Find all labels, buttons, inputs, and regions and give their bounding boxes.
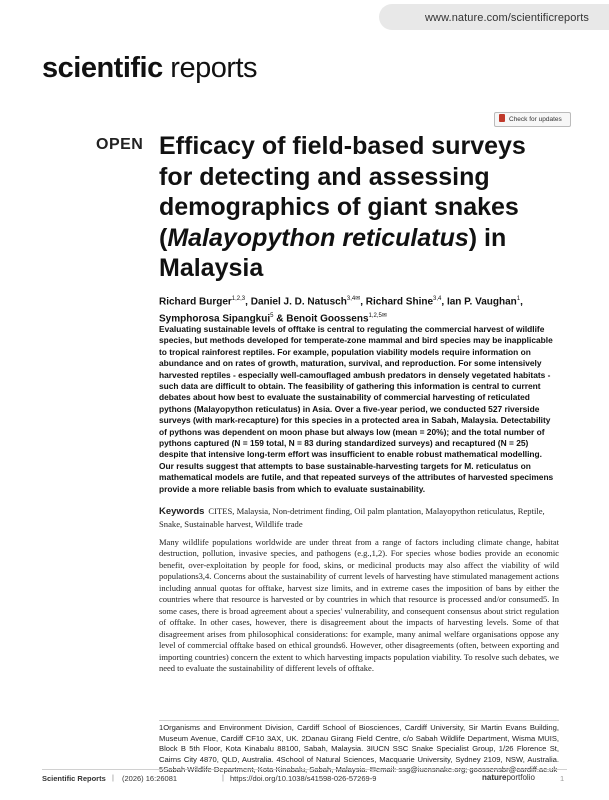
footer-separator: |	[222, 773, 224, 782]
author-name[interactable]: Benoit Goossens	[286, 313, 369, 325]
introduction-paragraph: Many wildlife populations worldwide are under threat from a range of factors including climate change, habitat destruction, pollution, invasive species, and pathogens (e.g.,1,2). For species whose bodies provide an economic benefit, over-exploitation by people for food, skins, or medicinal products may also affect the viability of wild populations3,4. Concerns about the sustainability of current levels of harvesting have stimulated management actions including annual quotas for offtake, harvest size limits, and in extreme cases the imposition of bans by either the countries where that resource is harvested or by countries in which that resource is processed and/or consumed5. In some cases, there is broad agreement about a species' vulnerability, and consequent consensus about strict regulation of offtake. In other cases, however, there is disagreement about the impacts of harvesting levels. Some of that disagreement arises from philosophical considerations: for example, many animal welfare organisations oppose any level of commercial offtake based on ethical grounds6. However, other disagreements (often, between exporting and importing countries) concern the extent to which harvesting impacts population viability. To resolve such debates, we need to evaluate the sustainability of different levels of offtake.	[159, 537, 559, 673]
title-part-1: Efficacy of field-based surveys for detecting and assessing demographics of giant snakes (	[159, 132, 526, 252]
journal-logo[interactable]	[42, 52, 257, 85]
footnote-divider	[159, 720, 559, 721]
article-title	[159, 131, 559, 284]
footer-doi-link[interactable]: https://doi.org/10.1038/s41598-026-57269-9	[230, 774, 377, 783]
affiliations-footnote: 1Organisms and Environment Division, Cardiff School of Biosciences, Cardiff University, Sir Martin Evans Building, Museum Avenue, Cardiff CF10 3AX, UK. 2Danau Girang Field Centre, c/o Sabah Wildlife Department, Wisma MUIS, Block B 5th Floor, Kota Kinabalu 88100, Sabah, Malaysia. 3IUCN SSC Snake Specialist Group, 1/26 Florence St, Cairns City 4870, QLD, Australia. 4School of Natural Sciences, Macquarie University, Sydney 2109, NSW, Australia.	[159, 723, 559, 764]
keywords-label: Keywords	[159, 506, 205, 517]
author-name[interactable]: Richard Burger	[159, 296, 232, 308]
author-affiliation: 5	[270, 313, 274, 320]
author-name[interactable]: Ian P. Vaughan	[446, 296, 517, 308]
footer-volume: (2026) 16:26081	[122, 774, 178, 783]
keywords-block	[159, 505, 559, 530]
nature-portfolio-logo: natureportfolio	[482, 773, 535, 782]
author-name[interactable]: Richard Shine	[365, 296, 434, 308]
title-species: Malayopython reticulatus	[167, 223, 469, 252]
page-footer	[42, 772, 567, 786]
keywords-list: CITES, Malaysia, Non-detriment finding, Oil palm plantation, Malayopython reticulatus, Reptile, Snake, Sustainable harvest, Wildlife trade	[159, 506, 545, 529]
author-list: Richard Burger$^{1,2,3}$, Daniel J. D. Natusch$^{3,4✉}$, Richard Shine$^{3,4}$, Ian P. Vaughan$^1$, Symphorosa Sipangkui$^5$ & Benoit Goossens$^{1,2,5✉}$	[159, 296, 523, 325]
crossmark-icon	[499, 114, 505, 122]
author-name[interactable]: Daniel J. D. Natusch	[250, 296, 347, 308]
logo-light-text: reports	[170, 52, 258, 84]
author-affiliation: 1,2,5✉	[368, 313, 387, 320]
open-access-label: OPEN	[96, 136, 144, 153]
page-number: 1	[560, 774, 565, 783]
title-part-2: ) in Malaysia	[159, 223, 507, 282]
author-affiliation: 3,4✉	[346, 296, 361, 302]
check-updates-label: Check for updates	[509, 116, 562, 123]
author-affiliation: 3,4	[433, 296, 442, 302]
author-affiliation: 1,2,3	[231, 296, 246, 302]
header-bar	[0, 0, 609, 34]
footer-separator: |	[112, 773, 114, 782]
author-name[interactable]: Symphorosa Sipangkui	[159, 313, 271, 325]
footer-divider	[42, 769, 567, 770]
logo-bold-text: scientific	[42, 52, 163, 84]
abstract: Evaluating sustainable levels of offtake is central to regulating the commercial harvest of wildlife species, but methods developed for temperate-zone mammal and bird species may be inapplicable to tropical rainforest reptiles. For example, population viability models require information on abundance and on rates of growth, maturation, survival, and reproduction. For some intensively harvested reptiles - especially well-camouflaged ambush predators in densely vegetated habitats - such data are difficult to obtain. The feasibility of gathering this information is central to current debates about how best to evaluate the sustainability of commercial harvesting of reticulated pythons (Malayopython reticulatus) in Asia. Over a five-year period, we conducted 527 riverside surveys (with mark-recapture) for this species in a protected area in Sabah, Malaysia. Detectability of pythons was dependent on moon phase but always low (mean = 20%); and the total number of pythons captured (N = 159 total, N = 83 during standardized surveys) and recaptured (N = 25) despite that intensive long-term effort was insufficient to enable robust mathematical modelling. Our results suggest that attempts to base sustainable-harvesting targets for M. reticulatus on mathematical models are futile, and that repeated surveys of the attributes of harvested specimens provide a more reliable basis from which to evaluate sustainability.	[159, 324, 554, 494]
check-for-updates-button[interactable]	[494, 112, 571, 127]
journal-url-link[interactable]: www.nature.com/scientificreports	[425, 12, 589, 24]
author-affiliation: 1	[516, 296, 521, 302]
footer-journal-name: Scientific Reports	[42, 774, 106, 783]
